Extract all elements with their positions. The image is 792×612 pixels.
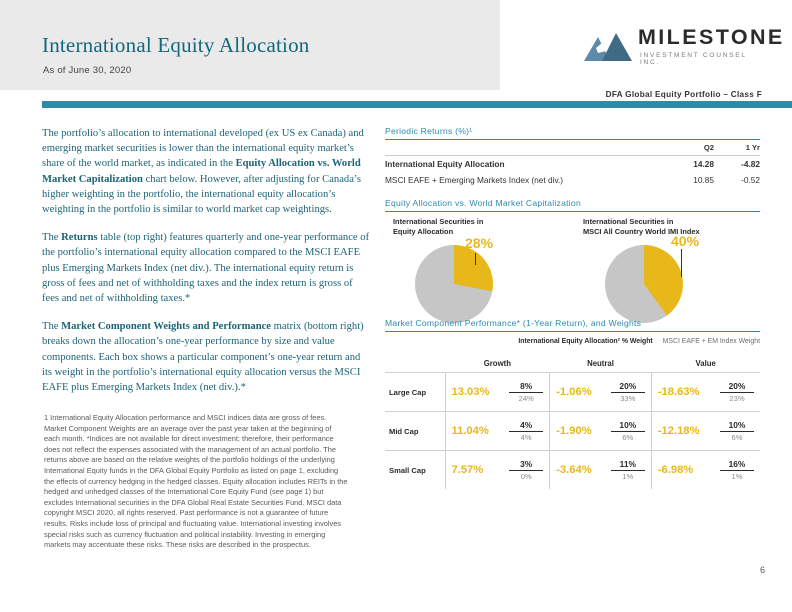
table-row [385,156,760,173]
periodic-returns-table [385,140,760,188]
narrative-column [42,126,372,408]
cell-weight-index: 1% [731,472,743,481]
cell-weight-index: 6% [731,433,743,442]
data-column [385,126,760,489]
matrix-legend-row [385,338,760,354]
matrix-cell [651,373,760,412]
cell-weights [611,459,645,481]
page-title: International Equity Allocation [42,33,310,57]
emphasis-text: Returns [61,232,98,244]
matrix-cell [445,373,550,412]
matrix-row-label: Mid Cap [385,412,445,451]
column-header-q2: Q2 [703,143,714,152]
market-component-section [385,318,760,489]
pie-charts-row [385,217,760,322]
cell-weight-index: 4% [520,433,532,442]
cell-weight-index: 1% [622,472,634,481]
pie-caption-line2: Equity Allocation [393,227,454,236]
pie-caption-line1: International Securities in [393,217,484,226]
cell-weights [509,420,543,442]
logo-tagline: INVESTMENT COUNSEL INC. [640,52,747,66]
pie-value-label: 40% [671,233,700,249]
matrix-row-label: Large Cap [385,373,445,412]
cell-return: 13.03% [451,386,490,398]
logo-wordmark: MILESTONE [638,25,785,49]
matrix-row [385,373,760,412]
matrix-column-growth: Growth [445,356,550,373]
row-q2-value: 14.28 [668,156,714,173]
header-divider [42,101,792,108]
cell-weight-primary: 3% [509,459,543,471]
matrix-column-value: Value [651,356,760,373]
table-header-row [385,140,760,156]
body-text: The portfolio’s allocation to international developed (ex US ex Canada) and emerging market securities is lower than the international equity market’s share of the world market, as indicated in the [42,128,364,170]
pie-chart-index [583,217,768,329]
emphasis-text: Equity Allocation vs. World Market Capitalization [42,158,361,185]
body-text: The [42,321,62,333]
pie-caption-line2: MSCI All Country World IMI Index [583,227,700,236]
body-text: table (top right) features quarterly and one-year performance of the portfolio’s international equity allocation compared to the MSCI EAFE plus Emerging Markets Index (net div.). The international equity return is gross of fees and net of withholding taxes and the index return is gross of fees and net of withholding taxes.* [42,232,370,305]
market-component-matrix [385,356,760,489]
matrix-legend [518,338,760,345]
allocation-chart-section [385,198,760,322]
matrix-cell [445,451,550,490]
cell-weight-index: 24% [518,394,534,403]
matrix-cell [651,451,760,490]
cell-return: -18.63% [657,386,700,398]
disclosure-footnote: 1 International Equity Allocation performance and MSCI indices data are gross of fees. Market Component Weights are an average over the past year taken at the beginning of each month. *Indices are not available for direct investment; therefore, their performance does not reflect the expenses associated with the management of an actual portfolio. The returns above are based on the relative weights of the portfolio holdings of the underlying International Equity funds in the DFA Global Equity Portfolio as listed on page 1, excluding the effects of currency hedging in the hedged classes. Equity allocation includes REITs in the hedged and unhedged classes of the International Core Equity Fund (see page 1) but excludes International securities in the DFA Global Real Estate Securities Fund. MSCI data copyright MSCI 2020, all rights reserved. Past performance is not a guarantee of future results. Risks include loss of principal and fluctuating value. International investing involves special risks such as currency fluctuation and political instability. Investing in emerging markets may accentuate these risks. These risks are described in the prospectus. [44,413,348,550]
matrix-row [385,412,760,451]
pie-graphic [415,245,493,323]
cell-return: 7.57% [451,464,484,476]
cell-weights [509,381,543,403]
cell-weight-primary: 10% [611,420,645,432]
column-header-1yr: 1 Yr [745,143,760,152]
cell-weight-primary: 10% [720,420,754,432]
row-q2-value: 10.85 [693,175,714,185]
row-1yr-value: -0.52 [741,175,760,185]
pie-value-label: 28% [465,235,494,251]
cell-weight-primary: 8% [509,381,543,393]
matrix-cell [651,412,760,451]
matrix-cell [550,373,652,412]
cell-weight-primary: 16% [720,459,754,471]
body-text: The [42,232,62,244]
pie-leader-line [681,249,682,277]
cell-weights [611,420,645,442]
matrix-header-row [385,356,760,373]
matrix-row-label: Small Cap [389,465,426,475]
page-number: 6 [759,565,765,575]
cell-weight-primary: 11% [611,459,645,471]
table-row [385,172,760,188]
body-text: matrix (bottom right) breaks down the allocation’s one-year performance by size and value components. Each box shows a particular component’s one-year return and its weight in the portfolio’s international equity allocation versus the MSCI EAFE plus Emerging Markets Index (net div.).* [42,321,364,394]
cell-weights [509,459,543,481]
paragraph-allocation [42,126,372,217]
pie-caption-line1: International Securities in [583,217,674,226]
column-header-blank [385,140,668,156]
cell-weight-index: 23% [729,394,745,403]
cell-weight-primary: 20% [611,381,645,393]
cell-return: -1.90% [556,425,592,437]
allocation-chart-divider [385,211,760,212]
matrix-column-neutral: Neutral [550,356,652,373]
as-of-date: As of June 30, 2020 [43,65,132,76]
cell-weight-index: 6% [622,433,634,442]
periodic-returns-section [385,126,760,188]
cell-weight-index: 33% [620,394,636,403]
row-label: MSCI EAFE + Emerging Markets Index (net div.) [385,175,564,185]
market-component-divider [385,331,760,332]
pie-chart-allocation [393,217,578,329]
pie-graphic-wrap [393,237,578,329]
cell-return: 11.04% [451,425,489,437]
body-text: chart below. However, after adjusting for Canada’s higher weighting in the portfolio, the international equity allocation’s weighting in the portfolio is similar to world market cap weightings. [42,173,361,216]
cell-return: -3.64% [556,464,592,476]
matrix-cell [550,412,652,451]
matrix-row [385,451,760,490]
pie-graphic-wrap [583,233,768,329]
cell-weight-primary: 20% [720,381,754,393]
row-label: International Equity Allocation [385,156,668,173]
portfolio-name: DFA Global Equity Portfolio – Class F [605,90,762,99]
pie-graphic [605,245,683,323]
cell-return: -1.06% [556,386,592,398]
row-1yr-value: -4.82 [714,156,760,173]
cell-return: -6.98% [657,464,694,476]
legend-secondary-label: MSCI EAFE + EM Index Weight [662,338,760,345]
paragraph-matrix [42,319,372,395]
cell-weights [720,420,754,442]
matrix-cell [550,451,652,490]
cell-weight-primary: 4% [509,420,543,432]
pie-leader-line [475,253,476,265]
matrix-cell [445,412,550,451]
cell-weights [611,381,645,403]
mountain-icon [584,31,632,61]
periodic-returns-title: Periodic Returns (%)¹ [385,126,473,136]
allocation-chart-title: Equity Allocation vs. World Market Capitalization [385,198,581,208]
cell-weights [720,381,754,403]
matrix-corner-cell [385,356,445,373]
cell-weights [720,459,754,481]
emphasis-text: Market Component Weights and Performance [61,321,272,333]
market-component-title: Market Component Performance* (1-Year Return), and Weights [385,318,642,328]
paragraph-returns [42,230,372,306]
legend-primary-label: International Equity Allocation² % Weight [518,338,653,345]
cell-weight-index: 0% [520,472,532,481]
company-logo [584,25,785,73]
cell-return: -12.18% [657,425,700,437]
